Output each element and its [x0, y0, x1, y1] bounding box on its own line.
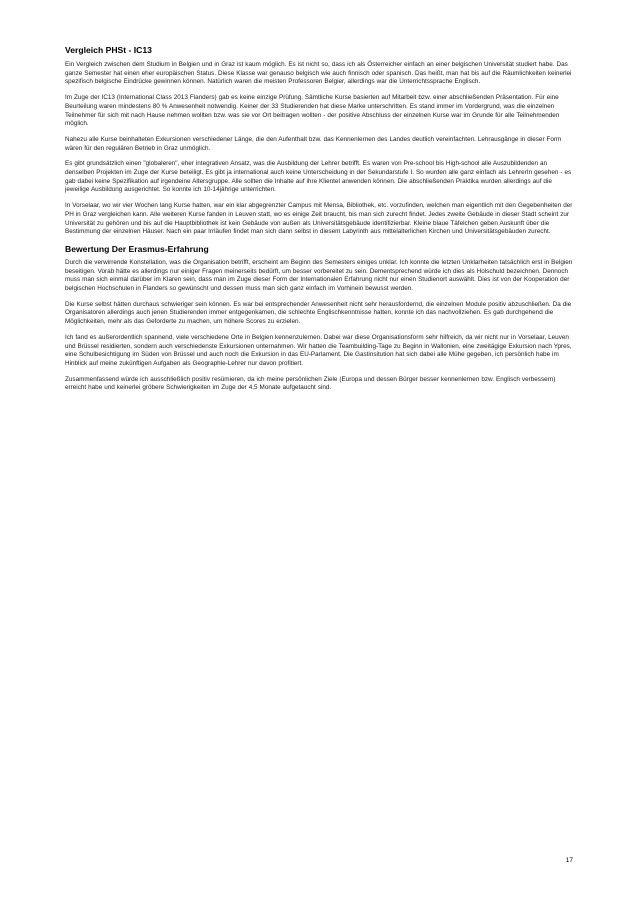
- paragraph: Durch die verwirrende Konstellation, was die Organisation betrifft, erscheint am Beginn des Semesters einiges unklar. Ich konnte die letzten Unklarheiten tatsächlich erst in Belgien beseitigen. Vorab hätte es allerdings nur einiger Fragen meinerseits bedürft, um besser vorbereitet zu sein. Dementsprechend würde ich dies als Holschuld bezeichnen. Dennoch muss man sich einmal darüber im Klaren sein, dass man im Zuge dieser Form der Internationalen Erfahrung nicht nur einen Studienort auswählt. Dies ist von der Kooperation der belgischen Hochschulen in Flanders so gewünscht und dessen muss man sich ganz einfach im Vorhinein bewusst werden.: [65, 258, 573, 293]
- page-number: 17: [565, 857, 573, 864]
- paragraph: Zusammenfassend würde ich ausschließlich positiv resümieren, da ich meine persönlichen Ziele (Europa und dessen Bürger besser kennenlernen bzw. Englisch verbessern) erreicht habe und keinerlei gröbere Schwierigkeiten im Zuge der 4,5 Monate aufgetaucht sind.: [65, 375, 556, 392]
- paragraph: In Vorselaar, wo wir vier Wochen lang Kurse hatten, war ein klar abgegrenzter Campus mit Mensa, Bibliothek, etc. vorzufinden, welchen man eigentlich mit den Gegebenheiten der PH in Graz vergleichen kann. Alle weiteren Kurse fanden in Leuven statt, wo es einige Zeit braucht, bis man sich zurecht findet. Jedes zweite Gebäude in dieser Stadt scheint zur Universität zu gehören und bis auf die Hauptbibliothek ist kein Gebäude von außen als Universitätsgebäude identifizierbar. Kleine blaue Täfelchen geben Auskunft über die Bestimmung der einzelnen Häuser. Nach ein paar Irrläufen findet man sich dann selbst in diesem Labyrinth aus mittelalterlichen Kirchen und Universitätsgebäuden zurecht.: [65, 202, 573, 236]
- paragraph: Es gibt grundsätzlich einen "globaleren", eher integrativen Ansatz, was die Ausbildung der Lehrer betrifft. Es waren von Pre-school bis High-school alle Auszubildenden an denselben Projekten im Zuge der Kurse beteiligt. Es gibt ja international auch keine Unterscheidung in der Sekundarstufe I. So wurden alle ganz einfach als LehrerIn gesehen - es gab dabei keine Spezifikation auf irgendeine Altersgruppe. Alle sollten die Inhalte auf ihre Klientel anwenden können. Die abschließenden Praktika wurden allerdings auf die jeweilige Ausbildung ausgerichtet. So konnte ich 10-14jährige unterrichten.: [65, 160, 572, 194]
- paragraph: Im Zuge der IC13 (International Class 2013 Flanders) gab es keine einzige Prüfung. Sämtliche Kurse basierten auf Mitarbeit bzw. einer abschließenden Präsentation. Für eine Beurteilung waren mindestens 80 % Anwesenheit notwendig. Keiner der 33 Studierenden hat diese Marke unterschritten. Es stand immer im Vordergrund, was die einzelnen Teilnehmer für sich mit nach Hause nehmen wollten bzw. was sie vor Ort beitragen wollten - der positive Abschluss der einzelnen Kurse war im Grunde für alle Teilnehmenden möglich.: [65, 94, 560, 128]
- section-heading-vergleich: Vergleich PHSt - IC13: [65, 45, 152, 55]
- paragraph: Nahezu alle Kurse beinhalteten Exkursionen verschiedener Länge, die den Aufenthalt bzw. das Kennenlernen des Landes deutlich vereinfachten. Lehrausgänge in dieser Form wären für den regulären Betrieb in Graz unmöglich.: [65, 135, 562, 152]
- paragraph: Ich fand es außerordentlich spannend, viele verschiedene Orte in Belgien kennenzulernen. Dabei war diese Organisationsform sehr hilfreich, da wir nicht nur in Vorselaar, Leuven und Brüssel residierten, sondern auch verschiedenste Exkursionen unternahmen. Wir hatten die Teambuilding-Tage zu Beginn in Wallonien, eine zweitägige Exkursion nach Ypres, eine Schulbesichtigung im Süden von Brüssel und auch noch die Exkursion in das EU-Parlament. Die Gastinsitution hat sich dabei alle Mühe gegeben, ich persönlich habe im Hinblick auf meine zukünftigen Aufgaben als Geographie-Lehrer nur davon profitiert.: [65, 333, 572, 367]
- paragraph: Die Kurse selbst hätten durchaus schwieriger sein können. Es war bei entsprechender Anwesenheit nicht sehr herausfordernd, die einzelnen Module positiv abzuschließen. Da die Organisatoren allerdings auch jenen Studierenden immer entgegenkamen, die schlechte Englischkenntnisse hatten, konnte ich das nachvollziehen. Es gab durchgehend die Möglichkeiten, mehr als das Geforderte zu machen, um höhere Scores zu erzielen.: [65, 300, 572, 326]
- paragraph: Ein Vergleich zwischen dem Studium in Belgien und in Graz ist kaum möglich. Es ist nicht so, dass ich als Österreicher einfach an einer belgischen Universität studiert habe. Das ganze Semester hat einen eher europäischen Status. Diese Klasse war genauso belgisch wie auch finnisch oder spanisch. Das heißt, man hat bis auf die Räumlichkeiten keinerlei spezifisch belgische Eindrücke gewinnen können. Natürlich waren die meisten Professoren Belgier, allerdings war die Unterrichtssprache Englisch.: [65, 61, 572, 86]
- section-heading-bewertung: Bewertung Der Erasmus-Erfahrung: [65, 243, 209, 254]
- document-page: [65, 45, 576, 400]
